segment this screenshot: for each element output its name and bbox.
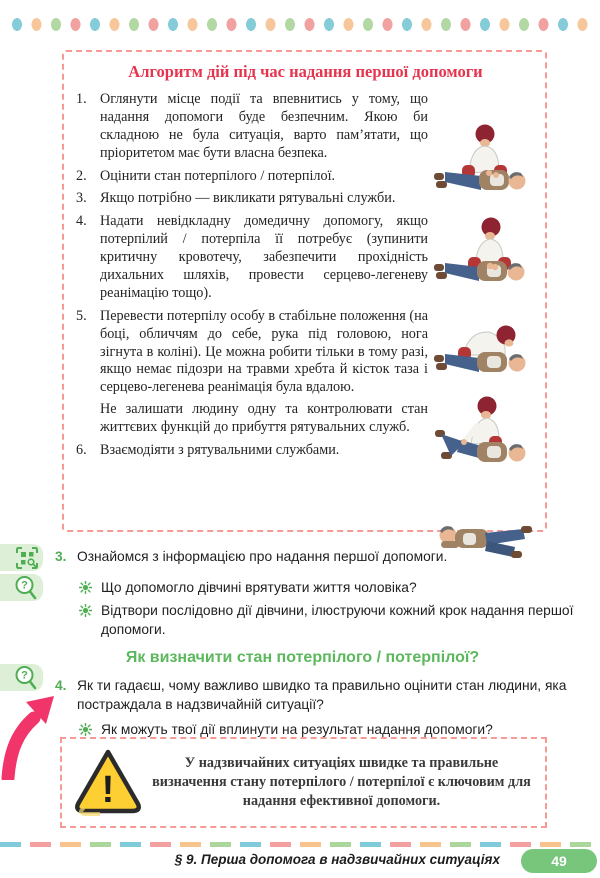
decorative-dots-border [10, 17, 592, 32]
exercise-bullet [79, 601, 580, 639]
qr-resource-tab [0, 544, 43, 571]
exercise-number: 3. [55, 549, 67, 564]
exercises-section [55, 547, 580, 739]
decorative-dashes-border [0, 842, 600, 847]
illustration-check-breathing [433, 303, 537, 387]
exercise-text: Ознайомся з інформацією про надання першої допомоги. [77, 549, 448, 564]
bullet-text: Як можуть твої дії вплинути на результат надання допомоги? [101, 722, 493, 737]
algorithm-step [76, 190, 428, 208]
step-text: Надати невідкладну домедичну допомогу, якщо потерпілий / потерпіла її потребує (зупинити критичну кровотечу, забезпечити прохідність дихальних шляхів, провести серцево-легеневу реанімацію тощо). [100, 213, 428, 301]
pink-arrow-icon [0, 686, 58, 780]
illustration-roll-to-side [433, 394, 537, 478]
illustration-cpr-compressions [433, 212, 537, 296]
warning-triangle-icon [70, 746, 146, 820]
step-number: 5. [76, 307, 87, 324]
page-number-badge: 49 [521, 849, 597, 873]
algorithm-steps-list [76, 91, 428, 569]
step-text: Взаємодіяти з рятувальними службами. [100, 442, 340, 459]
exercise-number: 4. [55, 678, 67, 693]
step-text-main: Перевести потерпілу особу в стабільне положення (на боці, обличчям до себе, рука під головою, нога зігнута в коліні). Це можна робити тільки в тому разі, якщо немає підозри на травми хребта й кісток таза і серцево-легенева реанімація була вдалою. [100, 307, 428, 396]
warning-text: У надзвичайних ситуаціях швидке та правильне визначення стану потерпілого / потерпілої є ключовим для надання ефективної допомоги. [152, 755, 531, 809]
step-number: 3. [76, 190, 87, 207]
footer-chapter-title: § 9. Перша допомога в надзвичайних ситуаціях [174, 852, 500, 867]
step-text: Оцінити стан потерпілого / потерпілої. [100, 167, 336, 184]
step-text: Якщо потрібно — викликати рятувальні служби. [100, 190, 396, 207]
exercise-bullet [79, 578, 580, 597]
illustration-check-consciousness [433, 121, 537, 205]
algorithm-box [62, 50, 547, 532]
algorithm-step [76, 213, 428, 302]
exercise-text: Як ти гадаєш, чому важливо швидко та правильно оцінити стан людини, яка постраждала в надзвичайній ситуації? [77, 678, 567, 712]
exercise-4 [55, 676, 580, 714]
algorithm-box-title: Алгоритм дій під час надання першої допомоги [128, 62, 483, 81]
step-number: 4. [76, 213, 87, 230]
section-heading: Як визначити стан потерпілого / потерпілої? [125, 649, 480, 666]
sun-bullet-icon [79, 604, 92, 617]
algorithm-step [76, 308, 428, 437]
step-number: 1. [76, 91, 87, 107]
qr-scan-icon [16, 547, 38, 569]
algorithm-step [76, 168, 428, 186]
warning-box [60, 737, 547, 828]
step-note: Не залишати людину одну та контролювати стан життєвих функцій до прибуття рятувальних служб. [100, 401, 428, 436]
bullet-text: Що допомогло дівчині врятувати життя чоловіка? [101, 580, 417, 595]
step-text [100, 308, 428, 437]
bullet-text: Відтвори послідовно дії дівчини, ілюструючи кожний крок надання першої допомоги. [101, 603, 574, 637]
step-text: Оглянути місце події та впевнитись у тому, що надання допомоги буде безпечним. Якою би складною не була ситуація, варто пам’ятати, що пріоритетом має бути власна безпека. [100, 91, 428, 161]
algorithm-step [76, 442, 428, 460]
first-aid-illustrations [428, 91, 541, 569]
step-number: 6. [76, 442, 87, 459]
magnifier-question-icon [14, 575, 38, 601]
svg-text:?: ? [21, 669, 28, 681]
svg-text:?: ? [21, 579, 28, 591]
sun-bullet-icon [79, 581, 92, 594]
svg-text:!: ! [101, 768, 115, 811]
exercise-3 [55, 547, 580, 566]
step-number: 2. [76, 167, 87, 184]
question-discussion-tab [0, 574, 43, 601]
sun-bullet-icon [79, 723, 92, 736]
algorithm-step [76, 91, 428, 163]
